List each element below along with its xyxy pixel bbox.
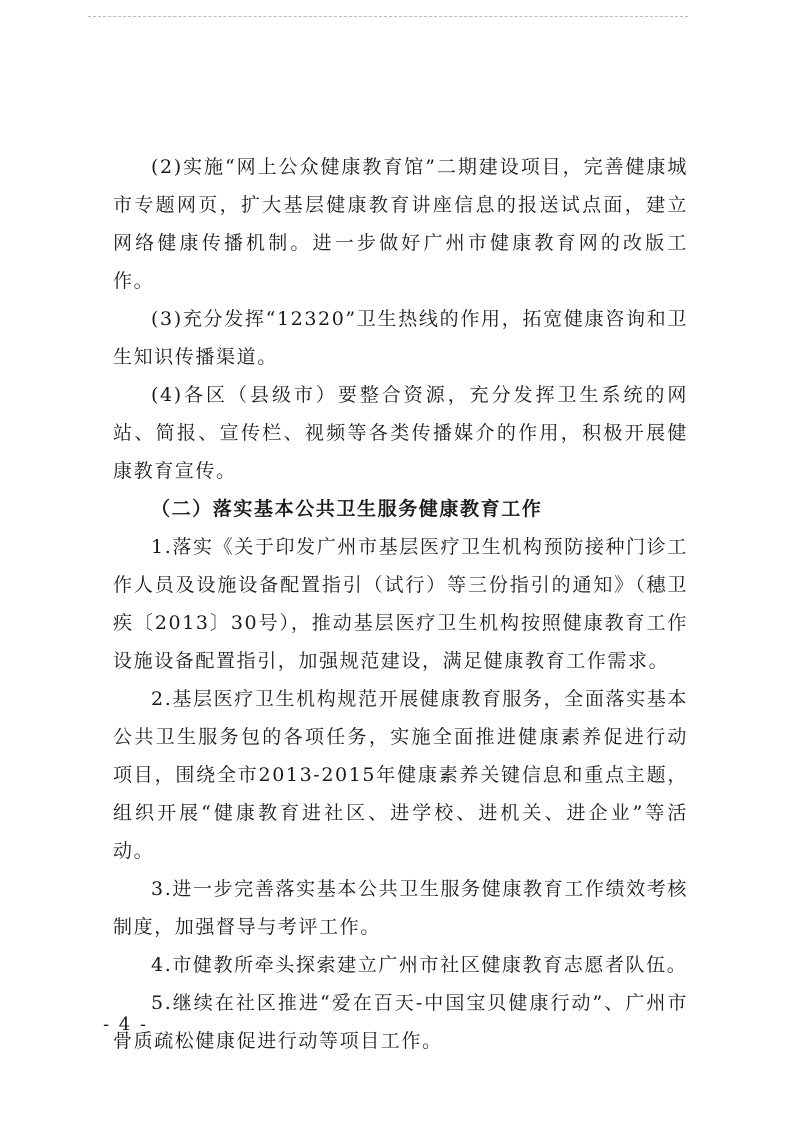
paragraph-item-3: 3.进一步完善落实基本公共卫生服务健康教育工作绩效考核制度，加强督导与考评工作。 — [113, 878, 688, 938]
section-heading: （二）落实基本公共卫生服务健康教育工作 — [151, 498, 543, 520]
page-number: - 4 - — [103, 1014, 149, 1035]
paragraph-hotline-12320: (3)充分发挥“12320”卫生热线的作用，拓宽健康咨询和卫生知识传播渠道。 — [113, 308, 688, 368]
paragraph-item-5: 5.继续在社区推进“爱在百天-中国宝贝健康行动”、广州市骨质疏松健康促进行动等项目工作。 — [113, 992, 688, 1052]
paragraph-item-4: 4.市健教所牵头探索建立广州市社区健康教育志愿者队伍。 — [151, 954, 688, 976]
scan-artifact-line — [88, 16, 688, 25]
document-body — [113, 148, 688, 1060]
paragraph-online-health-museum: (2)实施“网上公众健康教育馆”二期建设项目，完善健康城市专题网页，扩大基层健康教育讲座信息的报送试点面，建立网络健康传播机制。进一步做好广州市健康教育网的改版工作。 — [113, 156, 688, 292]
paragraph-item-1: 1.落实《关于印发广州市基层医疗卫生机构预防接种门诊工作人员及设施设备配置指引（试行）等三份指引的通知》（穗卫疾〔2013〕30号），推动基层医疗卫生机构按照健康教育工作设施设备配置指引，加强规范建设，满足健康教育工作需求。 — [113, 536, 688, 672]
paragraph-item-2: 2.基层医疗卫生机构规范开展健康教育服务，全面落实基本公共卫生服务包的各项任务，实施全面推进健康素养促进行动项目，围绕全市2013-2015年健康素养关键信息和重点主题，组织开展“健康教育进社区、进学校、进机关、进企业”等活动。 — [113, 688, 688, 862]
paragraph-district-resources: (4)各区（县级市）要整合资源，充分发挥卫生系统的网站、简报、宣传栏、视频等各类传播媒介的作用，积极开展健康教育宣传。 — [113, 384, 688, 482]
